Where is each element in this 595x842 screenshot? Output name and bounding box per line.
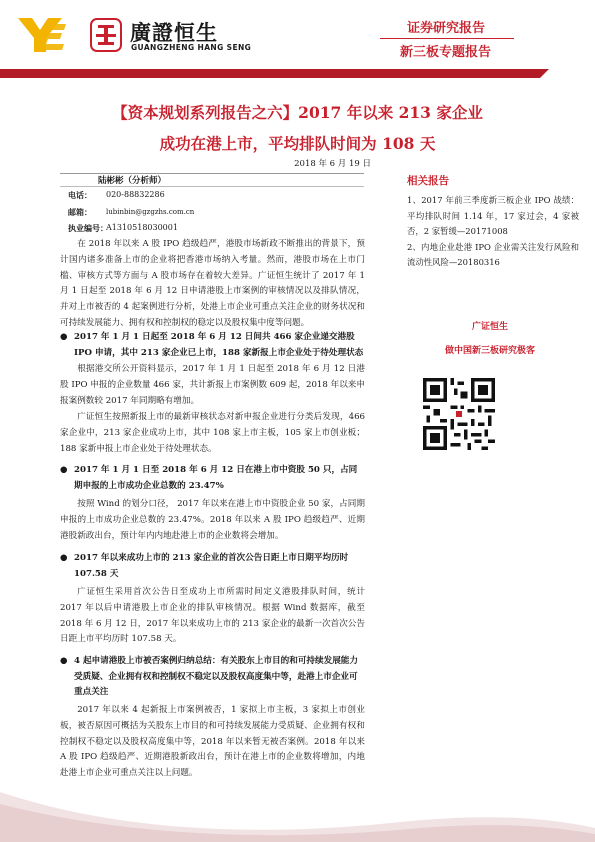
bullet-4-paragraph [60, 703, 365, 782]
header-red-bar [0, 69, 540, 78]
brand-name-en: GUANGZHENG HANG SENG [131, 43, 252, 52]
report-date: 2018 年 6 月 19 日 [294, 159, 371, 169]
bullet-3-title: 2017 年以来成功上市的 213 家企业的首次公告日距上市日期平均历时 107.58 天 [74, 553, 349, 579]
contact-license [68, 223, 358, 235]
qr-code-icon[interactable] [423, 378, 495, 450]
bullet-4-title: 4 起申请港股上市被否案例归纳总结：有关股东上市目的和可持续发展能力受质疑、企业拥有权和控制权不稳定以及股权高度集中等，赴港上市企业可重点关注 [74, 656, 358, 698]
header-red-bar-tip [540, 69, 549, 78]
related-reports-title: 相关报告 [407, 175, 449, 187]
related-report-1[interactable]: 1、2017 年前三季度新三板企业 IPO 战绩：平均排队时间 1.14 年，17 家过会，4 家被否，2 家暂缓—20171008 [407, 195, 579, 237]
intro-paragraph [60, 237, 365, 332]
bullet-1-text-2: 广证恒生按照新报上市的最新审核状态对新申报企业进行分类后发现，466 家企业中，213 家企业成功上市，其中 108 家上市主板，105 家上市创业板；188 家新申报上市企业处于待处理状态。 [60, 412, 365, 454]
license-value: A1310518030001 [106, 223, 178, 232]
bullet-3-paragraph [60, 585, 365, 648]
bullet-4-text: 2017 年以来 4 起新报上市案例被否，1 家拟上市主板，3 家拟上市创业板，被否原因可概括为关股东上市目的和可持续发展能力受质疑、企业拥有权和控制权不稳定以及股权高度集中等，2018 年以来暂无被否案例。2018 年以来 A 股 IPO 趋级趋严、近期港股新政出台，预计在港上市的企业数将增加，内地赴港上市企业可重点关注以上问题。 [60, 705, 365, 779]
contact-email [68, 207, 358, 219]
related-reports-list [407, 193, 579, 271]
email-value[interactable]: lubinbin@gzgzhs.com.cn [106, 208, 195, 216]
bullet-1-paragraph-2 [60, 410, 365, 457]
bullet-3 [60, 551, 365, 582]
analyst-rule [60, 186, 364, 187]
bullet-4 [60, 654, 365, 701]
yellow-logo-icon [18, 18, 66, 52]
footer-wave-decoration [0, 782, 595, 842]
related-report-2[interactable]: 2、内地企业赴港 IPO 企业需关注发行风险和流动性风险—20180316 [407, 241, 579, 268]
header-divider [380, 38, 514, 39]
sidebar-slogan: 做中国新三板研究极客 [444, 346, 535, 356]
bullet-1 [60, 330, 365, 361]
bullet-dot-icon: ● [60, 332, 68, 342]
seal-logo-icon [90, 18, 122, 52]
bullet-3-text: 广证恒生采用首次公告日至成功上市所需时间定义港股排队时间，统计 2017 年以后申请港股上市企业的排队审核情况。根据 Wind 数据库，截至 2018 年 6 月 12 日，2017 年以来成功上市的 213 家企业的最新一次首次公告日距上市平均历时 107.58 天。 [60, 587, 365, 645]
report-series: 新三板专题报告 [399, 45, 491, 60]
bullet-2-title: 2017 年 1 月 1 日至 2018 年 6 月 12 日在港上市中资股 50 只，占同期申报的上市成功企业总数的 23.47% [74, 465, 358, 491]
report-title-line1: 【资本规划系列报告之六】2017 年以来 213 家企业 [112, 103, 483, 122]
brand-name: 廣證恒生 [130, 21, 218, 45]
bullet-2-text: 按照 Wind 的划分口径， 2017 年以来在港上市中资股企业 50 家，占同期申报的上市成功企业总数的 23.47%。2018 年以来 A 股 IPO 趋级趋严、近期港股新政出台，预计年内内地赴港上市的企业数将会增加。 [60, 499, 365, 541]
bullet-1-paragraph-1 [60, 362, 365, 409]
sidebar-brand: 广证恒生 [471, 322, 508, 332]
report-title-line2: 成功在港上市，平均排队时间为 108 天 [159, 134, 436, 153]
bullet-dot-icon: ● [60, 553, 68, 563]
intro-text: 在 2018 年以来 A 股 IPO 趋级趋严，港股市场新政不断推出的背景下，预计国内诸多准备上市的企业将把香港市场纳入考量。然而，港股市场在上市门槛、审核方式等方面与 A 股市场存在着较大差异。广证恒生统计了 2017 年 1 月 1 日起至 2018 年 6 月 12 日申请港股上市案例的审核情况以及排队情况，并对上市被否的 4 起案例进行分析，处港上市企业可重点关注企业的财务状况和可持续发展能力、拥有权和控制权的稳定以及股权集中度等问题。 [60, 239, 365, 328]
bullet-1-title: 2017 年 1 月 1 日起至 2018 年 6 月 12 日间共 466 家企业递交港股 IPO 申请，其中 213 家企业已上市，188 家新报上市企业处于待处理状态 [74, 332, 364, 358]
bullet-2 [60, 463, 365, 494]
bullet-1-text-1: 根据港交所公开资料显示，2017 年 1 月 1 日起至 2018 年 6 月 12 日港股 IPO 申报的企业数量 466 家，共计新报上市案例数 609 起，2018 年以来申报案例数较 2017 年同期略有增加。 [60, 364, 365, 406]
bullet-dot-icon: ● [60, 656, 68, 666]
license-label: 执业编号： [68, 223, 108, 233]
contact-phone [68, 190, 358, 202]
email-label: 邮箱： [68, 207, 92, 217]
bullet-2-paragraph [60, 497, 365, 544]
phone-value: 020-88832286 [106, 190, 165, 199]
report-type: 证券研究报告 [406, 21, 485, 36]
bullet-dot-icon: ● [60, 465, 68, 475]
analyst-name: 陆彬彬（分析师） [98, 176, 167, 186]
phone-label: 电话： [68, 190, 92, 200]
